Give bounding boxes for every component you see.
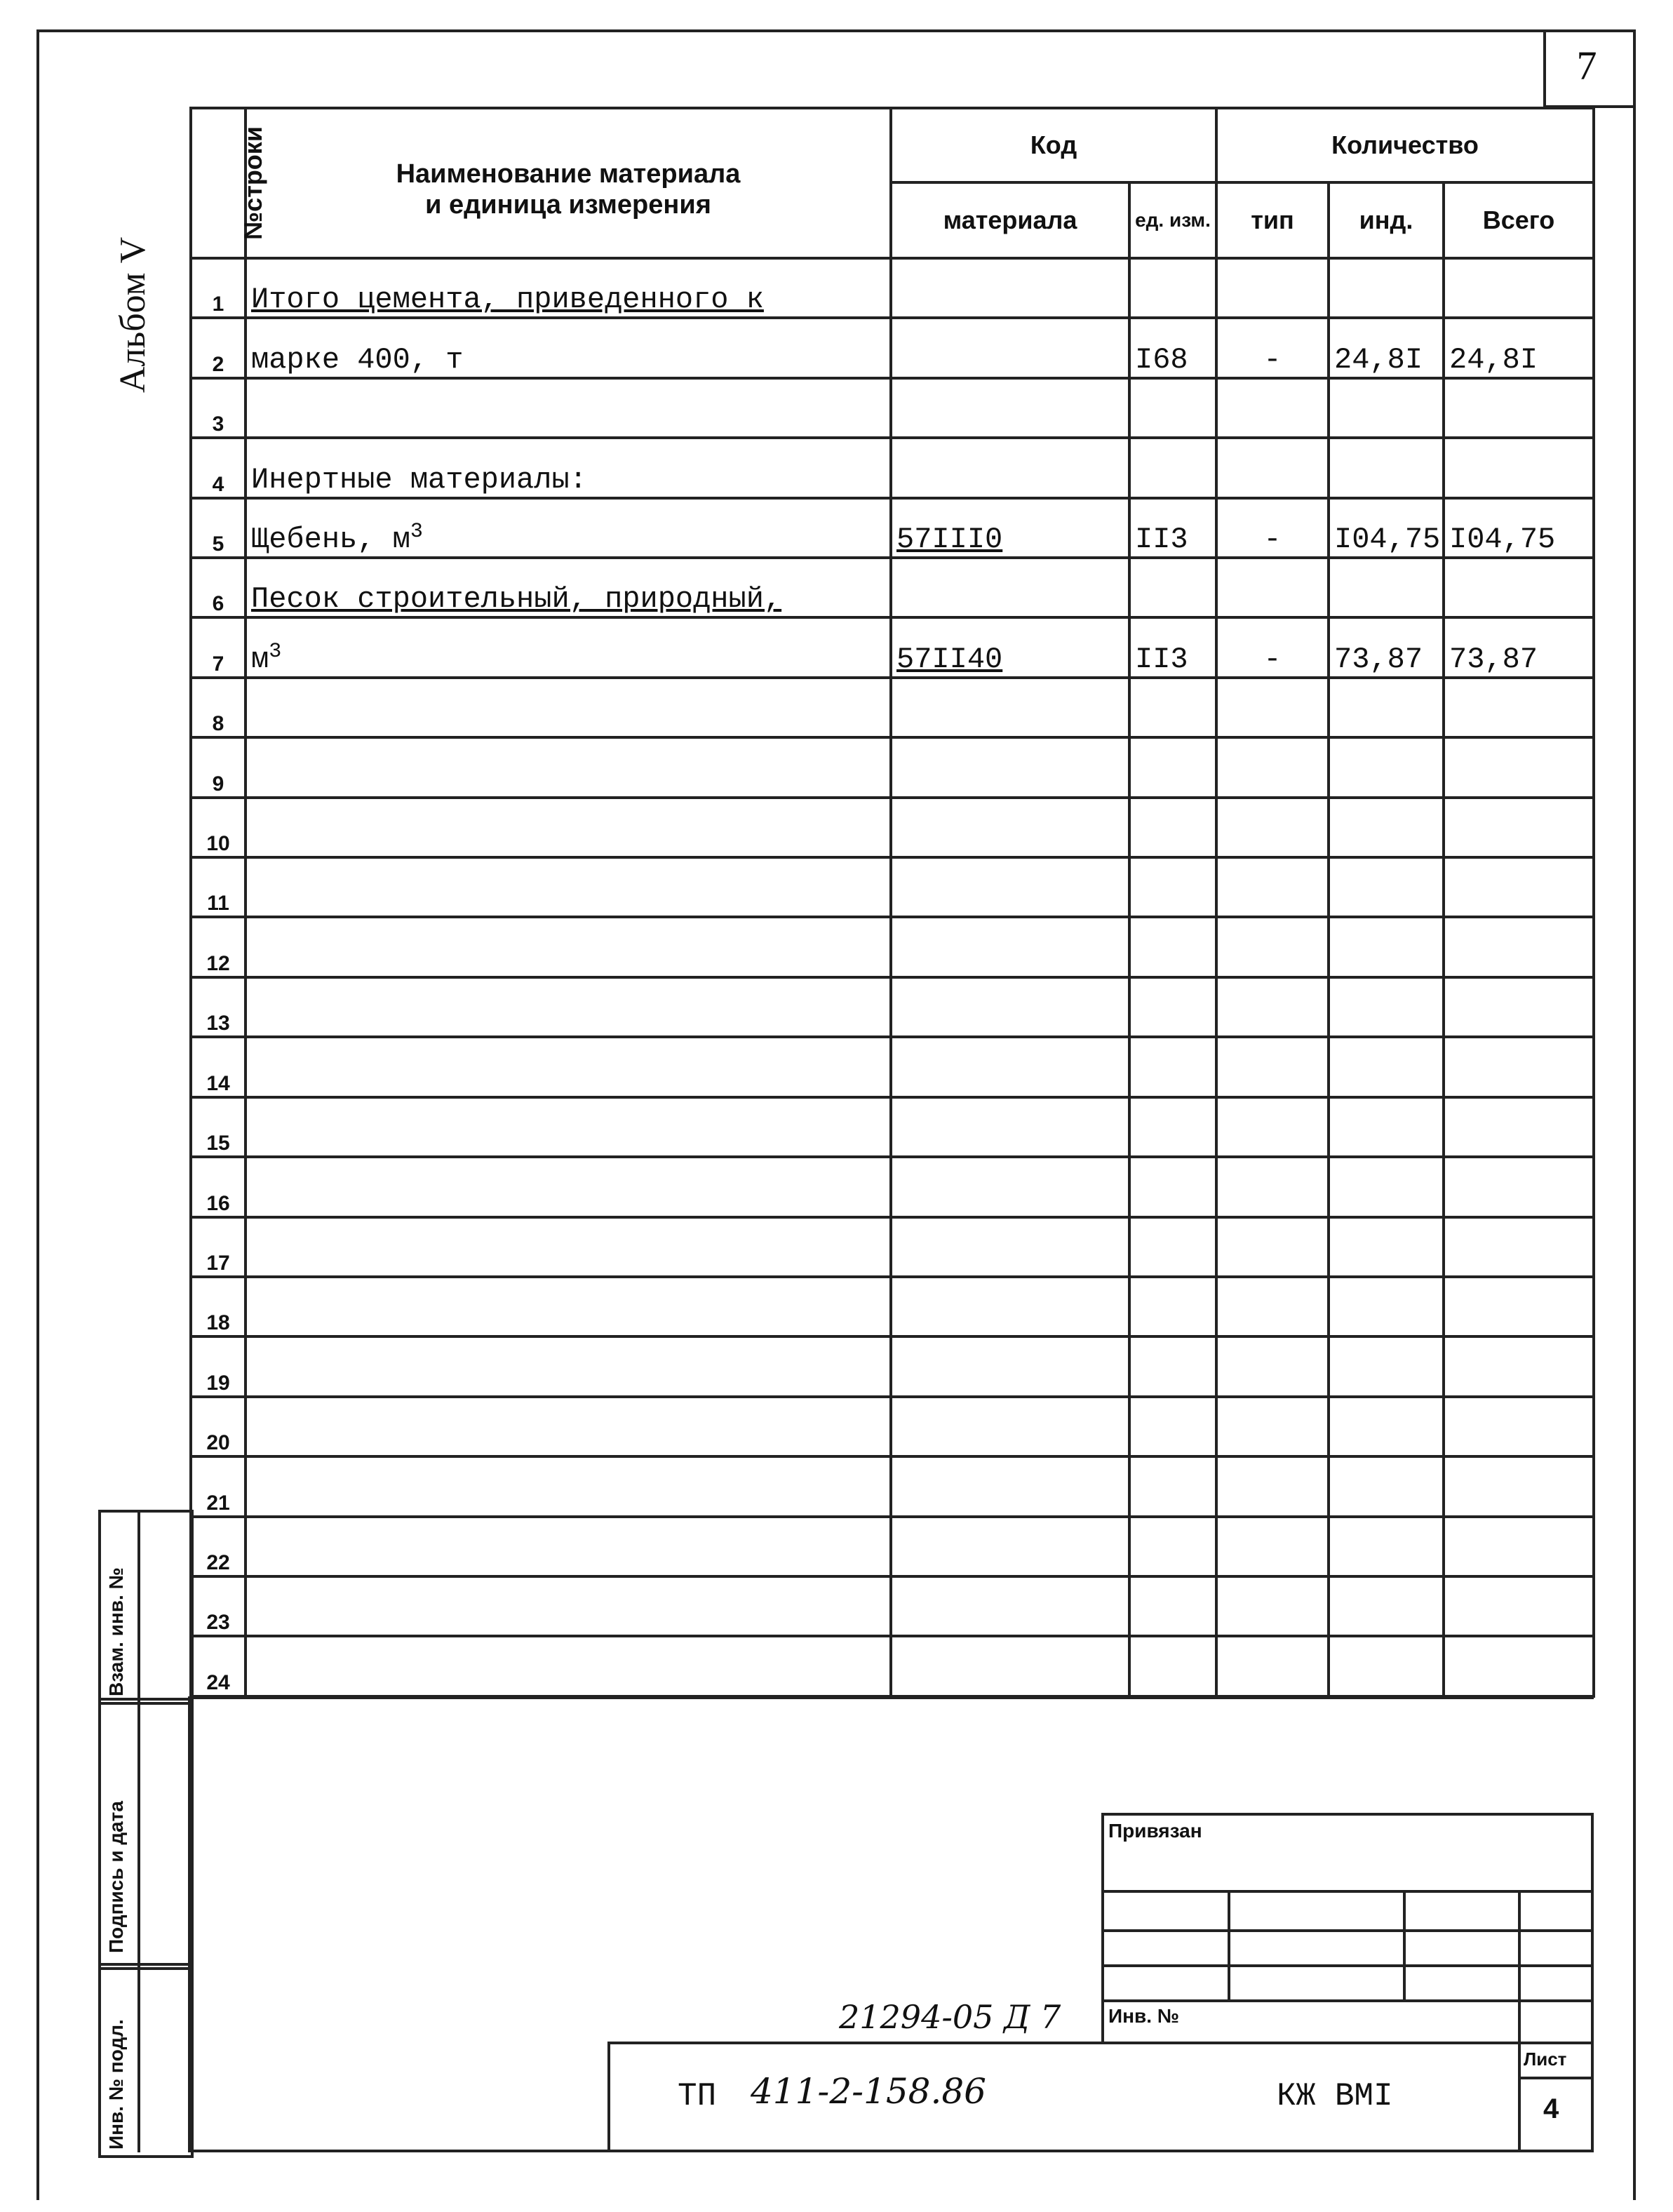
unit-code — [1129, 1277, 1216, 1336]
qty-ind — [1329, 1097, 1444, 1157]
material-code — [891, 1037, 1129, 1097]
tb-col-1 — [1228, 1890, 1230, 1999]
qty-type — [1216, 678, 1329, 737]
tb-main-left — [607, 2042, 610, 2152]
table-row — [191, 1037, 1594, 1097]
unit-code: I68 — [1129, 318, 1216, 377]
qty-ind — [1329, 737, 1444, 797]
qty-total — [1444, 1576, 1594, 1636]
unit-code — [1129, 1517, 1216, 1576]
qty-ind — [1329, 378, 1444, 438]
archive-stamp: 21294-05 Д 7 — [839, 1998, 1061, 2036]
table-row — [191, 438, 1594, 497]
row-number: 21 — [191, 1456, 246, 1516]
qty-ind — [1329, 438, 1444, 497]
qty-total — [1444, 1456, 1594, 1516]
table-row — [191, 1456, 1594, 1516]
unit-code — [1129, 378, 1216, 438]
qty-type — [1216, 1517, 1329, 1576]
unit-code — [1129, 857, 1216, 917]
table-row — [191, 318, 1594, 377]
row-number: 23 — [191, 1576, 246, 1636]
material-name: марке 400, т — [246, 318, 891, 377]
unit-code — [1129, 917, 1216, 977]
qty-type — [1216, 1037, 1329, 1097]
inv-no-label: Инв. № — [1108, 2005, 1180, 2027]
material-code — [891, 1097, 1129, 1157]
qty-type — [1216, 438, 1329, 497]
qty-ind — [1329, 678, 1444, 737]
sign-date-cell — [98, 1698, 194, 1970]
qty-total: 73,87 — [1444, 617, 1594, 677]
qty-total — [1444, 977, 1594, 1037]
qty-total — [1444, 1397, 1594, 1456]
qty-total — [1444, 558, 1594, 617]
table-row — [191, 1517, 1594, 1576]
material-code — [891, 1456, 1129, 1516]
row-number: 18 — [191, 1277, 246, 1336]
table-row — [191, 977, 1594, 1037]
qty-type — [1216, 1456, 1329, 1516]
row-number: 13 — [191, 977, 246, 1037]
row-number: 16 — [191, 1157, 246, 1216]
row-number: 14 — [191, 1037, 246, 1097]
tb-main-top — [607, 2042, 1594, 2044]
table-row — [191, 1576, 1594, 1636]
material-code — [891, 1277, 1129, 1336]
material-code — [891, 1336, 1129, 1396]
unit-code — [1129, 737, 1216, 797]
table-row — [191, 1217, 1594, 1277]
qty-ind — [1329, 1636, 1444, 1696]
material-code — [891, 1576, 1129, 1636]
header-ind: инд. — [1329, 182, 1444, 258]
unit-code — [1129, 1576, 1216, 1636]
table-row — [191, 737, 1594, 797]
material-name — [246, 857, 891, 917]
unit-code — [1129, 1636, 1216, 1696]
tb-sheet-line — [1518, 2077, 1594, 2079]
qty-total — [1444, 1517, 1594, 1576]
unit-code — [1129, 1397, 1216, 1456]
material-code — [891, 1217, 1129, 1277]
qty-type — [1216, 1576, 1329, 1636]
row-number: 17 — [191, 1217, 246, 1277]
qty-total — [1444, 438, 1594, 497]
unit-code — [1129, 1037, 1216, 1097]
swap-inv-cell — [98, 1510, 194, 1705]
material-code — [891, 737, 1129, 797]
qty-ind: 73,87 — [1329, 617, 1444, 677]
qty-type — [1216, 1217, 1329, 1277]
unit-code: II3 — [1129, 617, 1216, 677]
table-row — [191, 558, 1594, 617]
row-number: 3 — [191, 378, 246, 438]
row-number: 9 — [191, 737, 246, 797]
qty-total — [1444, 737, 1594, 797]
material-name — [246, 1097, 891, 1157]
row-number: 19 — [191, 1336, 246, 1396]
table-row — [191, 498, 1594, 558]
header-unit: ед. изм. — [1129, 182, 1216, 258]
qty-type — [1216, 1336, 1329, 1396]
qty-type — [1216, 1636, 1329, 1696]
qty-ind — [1329, 917, 1444, 977]
material-name: $м^3$ — [246, 617, 891, 677]
material-code: 57II40 — [891, 617, 1129, 677]
header-total: Всего — [1444, 182, 1594, 258]
attached-label: Привязан — [1108, 1820, 1202, 1842]
row-number: 20 — [191, 1397, 246, 1456]
material-code — [891, 558, 1129, 617]
qty-ind — [1329, 1277, 1444, 1336]
unit-code — [1129, 558, 1216, 617]
strip-divider — [137, 1510, 140, 2152]
material-code — [891, 1517, 1129, 1576]
row-number: 10 — [191, 798, 246, 857]
qty-total — [1444, 258, 1594, 318]
material-name: Песок строительный, природный, — [246, 558, 891, 617]
qty-type — [1216, 857, 1329, 917]
material-name — [246, 1517, 891, 1576]
material-name — [246, 1576, 891, 1636]
row-number: 5 — [191, 498, 246, 558]
material-name — [246, 1636, 891, 1696]
row-number: 24 — [191, 1636, 246, 1696]
unit-code — [1129, 438, 1216, 497]
material-name: Итого цемента, приведенного к — [246, 258, 891, 318]
header-row-number: №строки — [191, 108, 246, 258]
qty-total — [1444, 1217, 1594, 1277]
qty-ind — [1329, 1397, 1444, 1456]
table-row — [191, 1397, 1594, 1456]
qty-total — [1444, 378, 1594, 438]
row-number: 6 — [191, 558, 246, 617]
tb-col-2 — [1403, 1890, 1406, 1999]
material-name: Щебень, $м^3$ — [246, 498, 891, 558]
tb-col-3 — [1518, 1890, 1521, 2152]
material-code — [891, 917, 1129, 977]
material-name — [246, 1456, 891, 1516]
qty-ind: I04,75 — [1329, 498, 1444, 558]
qty-ind — [1329, 258, 1444, 318]
qty-ind — [1329, 1456, 1444, 1516]
table-row — [191, 678, 1594, 737]
tb-right — [1591, 1813, 1594, 2152]
unit-code — [1129, 977, 1216, 1037]
inner-left-line — [188, 1696, 191, 2152]
qty-total: I04,75 — [1444, 498, 1594, 558]
material-code — [891, 258, 1129, 318]
doc-mark: КЖ ВМI — [1277, 2078, 1393, 2114]
qty-type — [1216, 378, 1329, 438]
material-code — [891, 1636, 1129, 1696]
material-name — [246, 1217, 891, 1277]
material-code — [891, 977, 1129, 1037]
header-material: материала — [891, 182, 1129, 258]
row-number: 22 — [191, 1517, 246, 1576]
qty-type — [1216, 737, 1329, 797]
unit-code — [1129, 678, 1216, 737]
inv-orig-label: Инв. № подл. — [105, 2019, 127, 2150]
qty-type: - — [1216, 617, 1329, 677]
unit-code — [1129, 1336, 1216, 1396]
qty-type — [1216, 917, 1329, 977]
qty-type — [1216, 558, 1329, 617]
table-row — [191, 857, 1594, 917]
sheet-label: Лист — [1524, 2049, 1567, 2070]
qty-total — [1444, 798, 1594, 857]
material-code: 57III0 — [891, 498, 1129, 558]
qty-ind: 24,8I — [1329, 318, 1444, 377]
frame-bottom-line — [188, 2150, 1594, 2152]
header-code-group: Код — [891, 108, 1216, 182]
table-row — [191, 1097, 1594, 1157]
table-row — [191, 258, 1594, 318]
qty-type — [1216, 258, 1329, 318]
table-row — [191, 1157, 1594, 1216]
unit-code — [1129, 1157, 1216, 1216]
sign-date-label: Подпись и дата — [105, 1801, 127, 1953]
album-label: Альбом V — [113, 236, 153, 393]
material-name — [246, 917, 891, 977]
qty-type — [1216, 1097, 1329, 1157]
qty-total — [1444, 1097, 1594, 1157]
qty-total: 24,8I — [1444, 318, 1594, 377]
project-code-prefix: ТП — [678, 2078, 717, 2114]
qty-total — [1444, 1336, 1594, 1396]
qty-type — [1216, 1277, 1329, 1336]
material-name — [246, 678, 891, 737]
row-number: 8 — [191, 678, 246, 737]
material-code — [891, 678, 1129, 737]
unit-code — [1129, 1097, 1216, 1157]
table-bottom-line — [188, 1696, 1594, 1699]
qty-total — [1444, 917, 1594, 977]
table-row — [191, 1636, 1594, 1696]
material-name — [246, 737, 891, 797]
row-number: 12 — [191, 917, 246, 977]
unit-code — [1129, 1217, 1216, 1277]
row-number: 2 — [191, 318, 246, 377]
material-name — [246, 1157, 891, 1216]
row-number: 11 — [191, 857, 246, 917]
qty-type — [1216, 977, 1329, 1037]
material-name — [246, 378, 891, 438]
qty-type — [1216, 1397, 1329, 1456]
row-number: 7 — [191, 617, 246, 677]
material-name — [246, 1336, 891, 1396]
qty-total — [1444, 1037, 1594, 1097]
material-code — [891, 378, 1129, 438]
material-name — [246, 798, 891, 857]
qty-ind — [1329, 558, 1444, 617]
header-type: тип — [1216, 182, 1329, 258]
unit-code — [1129, 258, 1216, 318]
unit-code — [1129, 798, 1216, 857]
qty-ind — [1329, 1217, 1444, 1277]
qty-total — [1444, 1157, 1594, 1216]
qty-type — [1216, 798, 1329, 857]
material-code — [891, 798, 1129, 857]
swap-inv-label: Взам. инв. № — [105, 1567, 127, 1696]
qty-ind — [1329, 1157, 1444, 1216]
qty-ind — [1329, 798, 1444, 857]
qty-ind — [1329, 857, 1444, 917]
row-number: 15 — [191, 1097, 246, 1157]
material-code — [891, 438, 1129, 497]
table-row — [191, 617, 1594, 677]
table-row — [191, 798, 1594, 857]
qty-ind — [1329, 1037, 1444, 1097]
sheet-number: 7 — [1576, 43, 1597, 88]
material-name — [246, 1397, 891, 1456]
qty-type: - — [1216, 318, 1329, 377]
tb-left — [1101, 1813, 1104, 2044]
table-row — [191, 1277, 1594, 1336]
qty-type — [1216, 1157, 1329, 1216]
qty-total — [1444, 1636, 1594, 1696]
material-name — [246, 1277, 891, 1336]
project-code: 411-2-158.86 — [751, 2071, 986, 2112]
row-number: 1 — [191, 258, 246, 318]
table-row — [191, 917, 1594, 977]
qty-ind — [1329, 1576, 1444, 1636]
inv-orig-cell — [98, 1963, 194, 2158]
unit-code: II3 — [1129, 498, 1216, 558]
material-code — [891, 1397, 1129, 1456]
qty-total — [1444, 857, 1594, 917]
material-code — [891, 857, 1129, 917]
materials-table — [189, 107, 1595, 1698]
material-code — [891, 318, 1129, 377]
material-name — [246, 977, 891, 1037]
qty-total — [1444, 678, 1594, 737]
table-row — [191, 1336, 1594, 1396]
header-name: Наименование материала и единица измерения — [246, 108, 891, 258]
qty-total — [1444, 1277, 1594, 1336]
header-quantity-group: Количество — [1216, 108, 1594, 182]
tb-top — [1101, 1813, 1594, 1816]
sheet-value: 4 — [1543, 2093, 1559, 2124]
qty-ind — [1329, 1336, 1444, 1396]
table-row — [191, 378, 1594, 438]
material-code — [891, 1157, 1129, 1216]
qty-type: - — [1216, 498, 1329, 558]
qty-ind — [1329, 977, 1444, 1037]
material-name: Инертные материалы: — [246, 438, 891, 497]
row-number: 4 — [191, 438, 246, 497]
unit-code — [1129, 1456, 1216, 1516]
qty-ind — [1329, 1517, 1444, 1576]
material-name — [246, 1037, 891, 1097]
